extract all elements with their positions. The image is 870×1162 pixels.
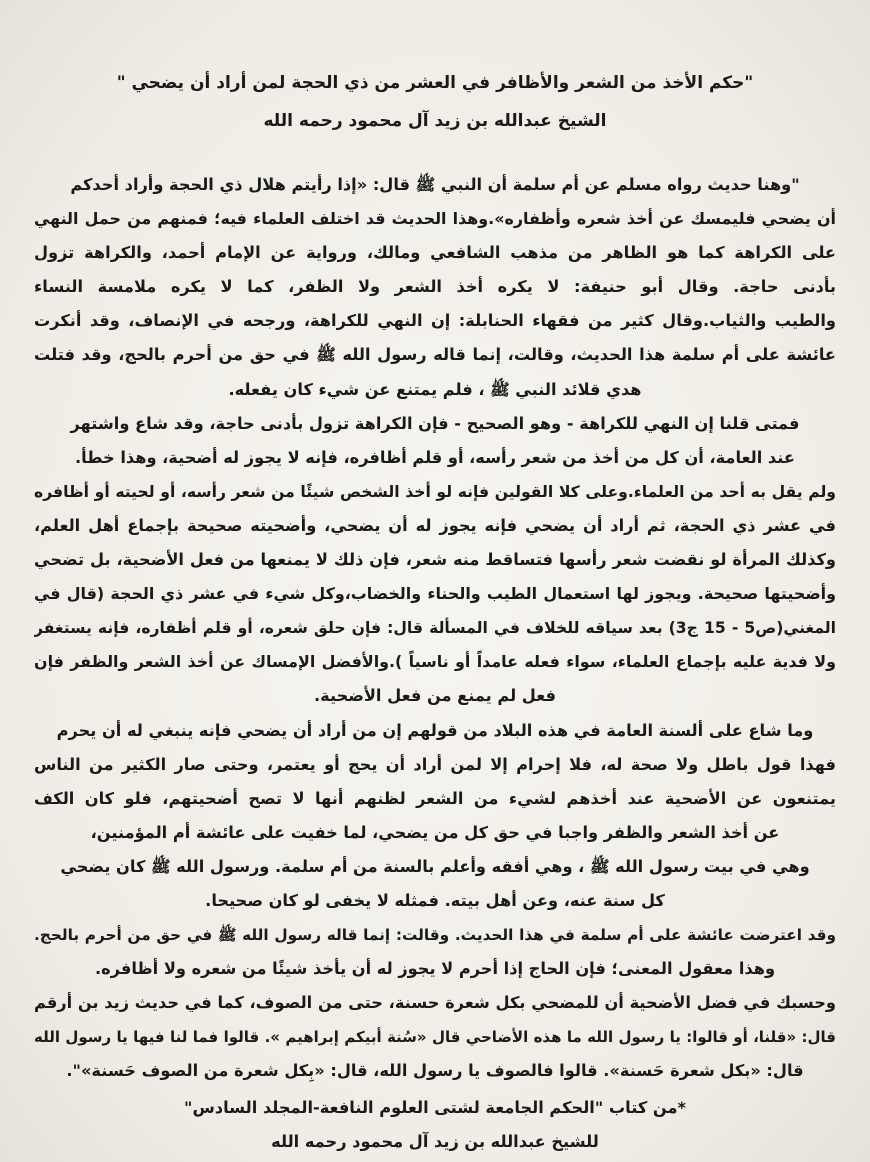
footer-author: للشيخ عبدالله بن زيد آل محمود رحمه الله (271, 1131, 599, 1151)
body-line: قال: «قلنا، أو قالوا: يا رسول الله ما هذه الأضاحي قال «سُنة أبيكم إبراهيم ». قالوا فما لنا فيها يا رسول الله (34, 1028, 836, 1047)
body-line: المغني(ص5 - 15 ج3) بعد سياقه للخلاف في المسألة قال: فإن حلق شعره، أو قلم أظفاره، فإنه يستغفر (34, 619, 836, 638)
document-body (34, 168, 836, 1089)
body-line: هدي قلائد النبي ﷺ ، فلم يمتنع عن شيء كان يفعله. (228, 379, 642, 399)
body-line: عن أخذ الشعر والظفر واجبا في حق كل من يضحي، لما خفيت على عائشة أم المؤمنين، (90, 822, 780, 842)
body-line: بأدنى حاجة. وقال أبو حنيفة: لا يكره أخذ الشعر ولا الظفر، كما لا يكره ملامسة النساء (34, 277, 836, 297)
body-line: عائشة على أم سلمة هذا الحديث، وقالت، إنما قاله رسول الله ﷺ في حق من أحرم بالحج، وقد فتلت (34, 345, 836, 365)
body-line: قال: «بكل شعرة حَسنة». قالوا فالصوف يا رسول الله، قال: «بِكل شعرة من الصوف حَسنة»". (66, 1061, 804, 1081)
document-header (34, 0, 836, 140)
body-line: يمتنعون عن الأضحية عند أخذهم لشيء من الشعر لظنهم أنها لا تصح أضحيتهم، فلو كان الكف (34, 788, 836, 808)
body-line: وما شاع على ألسنة العامة في هذه البلاد من قولهم إن من أراد أن يضحي فإنه ينبغي له أن يحرم (56, 720, 814, 740)
document-author: الشيخ عبدالله بن زيد آل محمود رحمه الله (263, 111, 607, 131)
body-line: وكذلك المرأة لو نقضت شعر رأسها فتساقط منه شعر، فإن ذلك لا يمنعها من فعل الأضحية، بل تضحي (34, 550, 836, 570)
body-line: "وهنا حديث رواه مسلم عن أم سلمة أن النبي ﷺ قال: «إذا رأيتم هلال ذي الحجة وأراد أحدكم (70, 175, 800, 194)
body-line: عند العامة، أن كل من أخذ من شعر رأسه، أو قلم أظافره، فإنه لا يجوز له أضحية، وهذا خطأ. (75, 447, 795, 467)
body-line: فهذا قول باطل ولا صحة له، فلا إحرام إلا لمن أراد أن يحج أو يعتمر، وحتى صار الكثير من الناس (34, 754, 836, 774)
body-line: على الكراهة كما هو الظاهر من مذهب الشافعي ومالك، ورواية عن الإمام أحمد، والكراهة تزول (34, 243, 836, 263)
document-title: "حكم الأخذ من الشعر والأظافر في العشر من ذي الحجة لمن أراد أن يضحي " (116, 73, 754, 93)
body-line: وهذا معقول المعنى؛ فإن الحاج إذا أحرم لا يجوز له أن يأخذ شيئًا من شعره ولا أظافره. (94, 959, 776, 979)
body-line: وهي في بيت رسول الله ﷺ ، وهي أفقه وأعلم بالسنة من أم سلمة. ورسول الله ﷺ كان يضحي (60, 856, 810, 876)
body-line: وقد اعترضت عائشة على أم سلمة في هذا الحديث. وقالت: إنما قاله رسول الله ﷺ في حق من أحرم بالحج. (34, 926, 836, 945)
document-footer (34, 1091, 836, 1159)
body-line: أن يضحي فليمسك عن أخذ شعره وأظفاره».وهذا الحديث قد اختلف العلماء فيه؛ فمنهم من حمل النهي (34, 209, 836, 229)
body-line: كل سنة عنه، وعن أهل بيته. فمثله لا يخفى لو كان صحيحا. (205, 890, 665, 910)
body-line: وحسبك في فضل الأضحية أن للمضحي بكل شعرة حسنة، حتى من الصوف، كما في حديث زيد بن أرقم (34, 993, 836, 1013)
body-line: والطيب والثياب.وقال كثير من فقهاء الحنابلة: إن النهي للكراهة، ورجحه في الإنصاف، وقد أنكرت (34, 311, 836, 331)
body-line: ولم يقل به أحد من العلماء.وعلى كلا القولين فإنه لو أخذ الشخص شيئًا من شعر رأسه، أو لحيته أو أظافره (34, 482, 836, 501)
body-line: في عشر ذي الحجة، ثم أراد أن يضحي فإنه يجوز له أن يضحي، وأضحيته صحيحة بإجماع أهل العلم، (34, 515, 836, 535)
body-line: فعل لم يمنع من فعل الأضحية. (314, 686, 556, 706)
body-line: ولا فدية عليه بإجماع العلماء، سواء فعله عامداً أو ناسياً ).والأفضل الإمساك عن أخذ الشعر والظفر فإن (34, 652, 836, 672)
source-citation: *من كتاب "الحكم الجامعة لشتى العلوم النافعة-المجلد السادس" (184, 1097, 686, 1117)
body-line: وأضحيتها صحيحة. ويجوز لها استعمال الطيب والحناء والخضاب،وكل شيء في عشر ذي الحجة (قال في (34, 584, 836, 604)
body-line: فمتى قلنا إن النهي للكراهة - وهو الصحيح - فإن الكراهة تزول بأدنى حاجة، وقد شاع واشتهر (70, 413, 800, 433)
